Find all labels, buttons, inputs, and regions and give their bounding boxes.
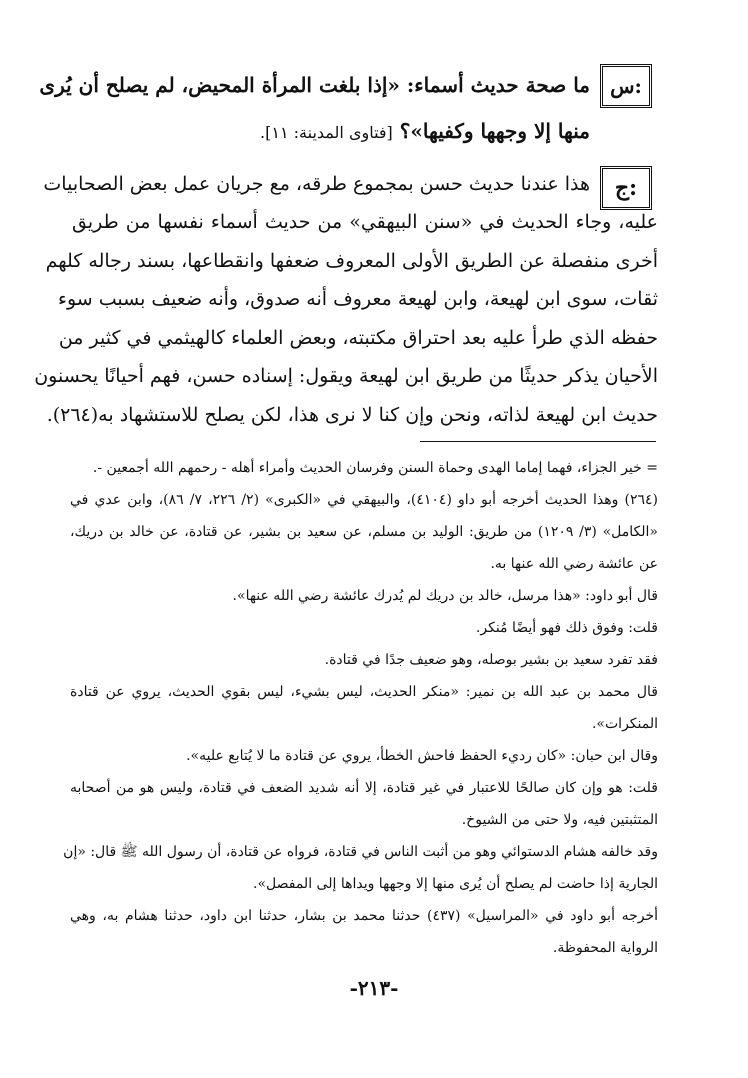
footnote-line: قال أبو داود: «هذا مرسل، خالد بن دريك لم يُدرك عائشة رضي الله عنها». — [232, 588, 658, 604]
footnote-line: أخرجه أبو داود في «المراسيل» (٤٣٧) حدثنا محمد بن بشار، حدثنا ابن داود، حدثنا هشام به، وهي — [70, 908, 658, 924]
footnote-line: فقد تفرد سعيد بن بشير بوصله، وهو ضعيف جدًا في قتادة. — [324, 652, 658, 668]
footnote-line: المنكرات». — [591, 716, 658, 732]
footnote-line: عن عائشة رضي الله عنها به. — [490, 556, 658, 572]
footnote-line: قلت: وفوق ذلك فهو أيضًا مُنكر. — [475, 620, 658, 636]
footnote-separator — [420, 441, 656, 442]
question-source-ref: [فتاوى المدينة: ١١]. — [260, 123, 393, 142]
footnote-line: المتثبتين فيه، ولا حتى من الشيوخ. — [461, 812, 658, 828]
answer-line-2: عليه، وجاء الحديث في «سنن البيهقي» من حديث أسماء نفسها من طريق — [72, 211, 658, 233]
question-marker-box — [600, 64, 652, 108]
question-text — [39, 62, 590, 154]
answer-line-5: حفظه الذي طرأ عليه بعد احتراق مكتبته، وبعض العلماء كالهيثمي في كثير من — [58, 326, 658, 349]
answer-line-7: حديث ابن لهيعة لذاته، ونحن وإن كنا لا نرى هذا، لكن يصلح للاستشهاد به(٢٦٤). — [46, 403, 658, 426]
footnote-line: قلت: هو وإن كان صالحًا للاعتبار في غير قتادة، إلا أنه شديد الضعف في قتادة، وليس هو من أصحابه — [70, 780, 658, 796]
footnote-line: (٢٦٤) وهذا الحديث أخرجه أبو داو (٤١٠٤)، والبيهقي في «الكبرى» (٢/ ٢٢٦، ٧/ ٨٦)، وابن عدي في — [70, 492, 659, 508]
footnote-line: وقد خالفه هشام الدستوائي وهو من أثبت الناس في قتادة، فرواه عن قتادة، أن رسول الله ﷺ قال: «إن — [63, 844, 658, 860]
page-number: -٢١٣- — [349, 976, 399, 1000]
answer-first-line — [43, 165, 590, 204]
footnote-line: الجارية إذا حاضت لم يصلح أن يُرى منها إلا وجهها ويداها إلى المفصل». — [253, 876, 658, 892]
footnote-line: وقال ابن حبان: «كان رديء الحفظ فاحش الخطأ، يروي عن قتادة ما لا يُتابع عليه». — [186, 748, 658, 764]
answer-text — [34, 203, 658, 434]
answer-line-3: أخرى منفصلة عن الطريق الأولى المعروف ضعفها وانقطاعها، بسند رجاله كلهم — [45, 249, 658, 272]
footnote-line: = خير الجزاء، فهما إماما الهدى وحماة السنن وفرسان الحديث وأمراء أهله - رحمهم الله أجمعين -. — [92, 460, 658, 476]
footnote-line: قال محمد بن عبد الله بن نمير: «منكر الحديث، ليس بشيء، ليس بقوي الحديث، يروي عن قتادة — [70, 684, 658, 700]
question-line-1: ما صحة حديث أسماء: «إذا بلغت المرأة المحيض، لم يصلح أن يُرى — [39, 73, 590, 97]
answer-line-6: الأحيان يذكر حديثًا من طريق ابن لهيعة ويقول: إسناده حسن، فهم أحيانًا يحسنون — [34, 365, 658, 387]
footnote-line: الرواية المحفوظة. — [552, 940, 658, 956]
question-line-2-text: منها إلا وجهها وكفيها»؟ — [399, 119, 590, 143]
answer-line-1: هذا عندنا حديث حسن بمجموع طرقه، مع جريان عمل بعض الصحابيات — [43, 173, 590, 195]
footnote-line: «الكامل» (٣/ ١٢٠٩) من طريق: الوليد بن مسلم، عن سعيد بن بشير، عن قتادة، عن خالد بن دريك، — [70, 524, 658, 540]
question-line-2 — [72, 108, 590, 154]
footnotes — [63, 452, 659, 964]
answer-marker: ج: — [614, 175, 638, 201]
answer-line-4: ثقات، سوى ابن لهيعة، وابن لهيعة معروف أنه صدوق، وأنه ضعيف بسبب سوء — [58, 288, 658, 310]
question-marker: س: — [610, 74, 642, 98]
